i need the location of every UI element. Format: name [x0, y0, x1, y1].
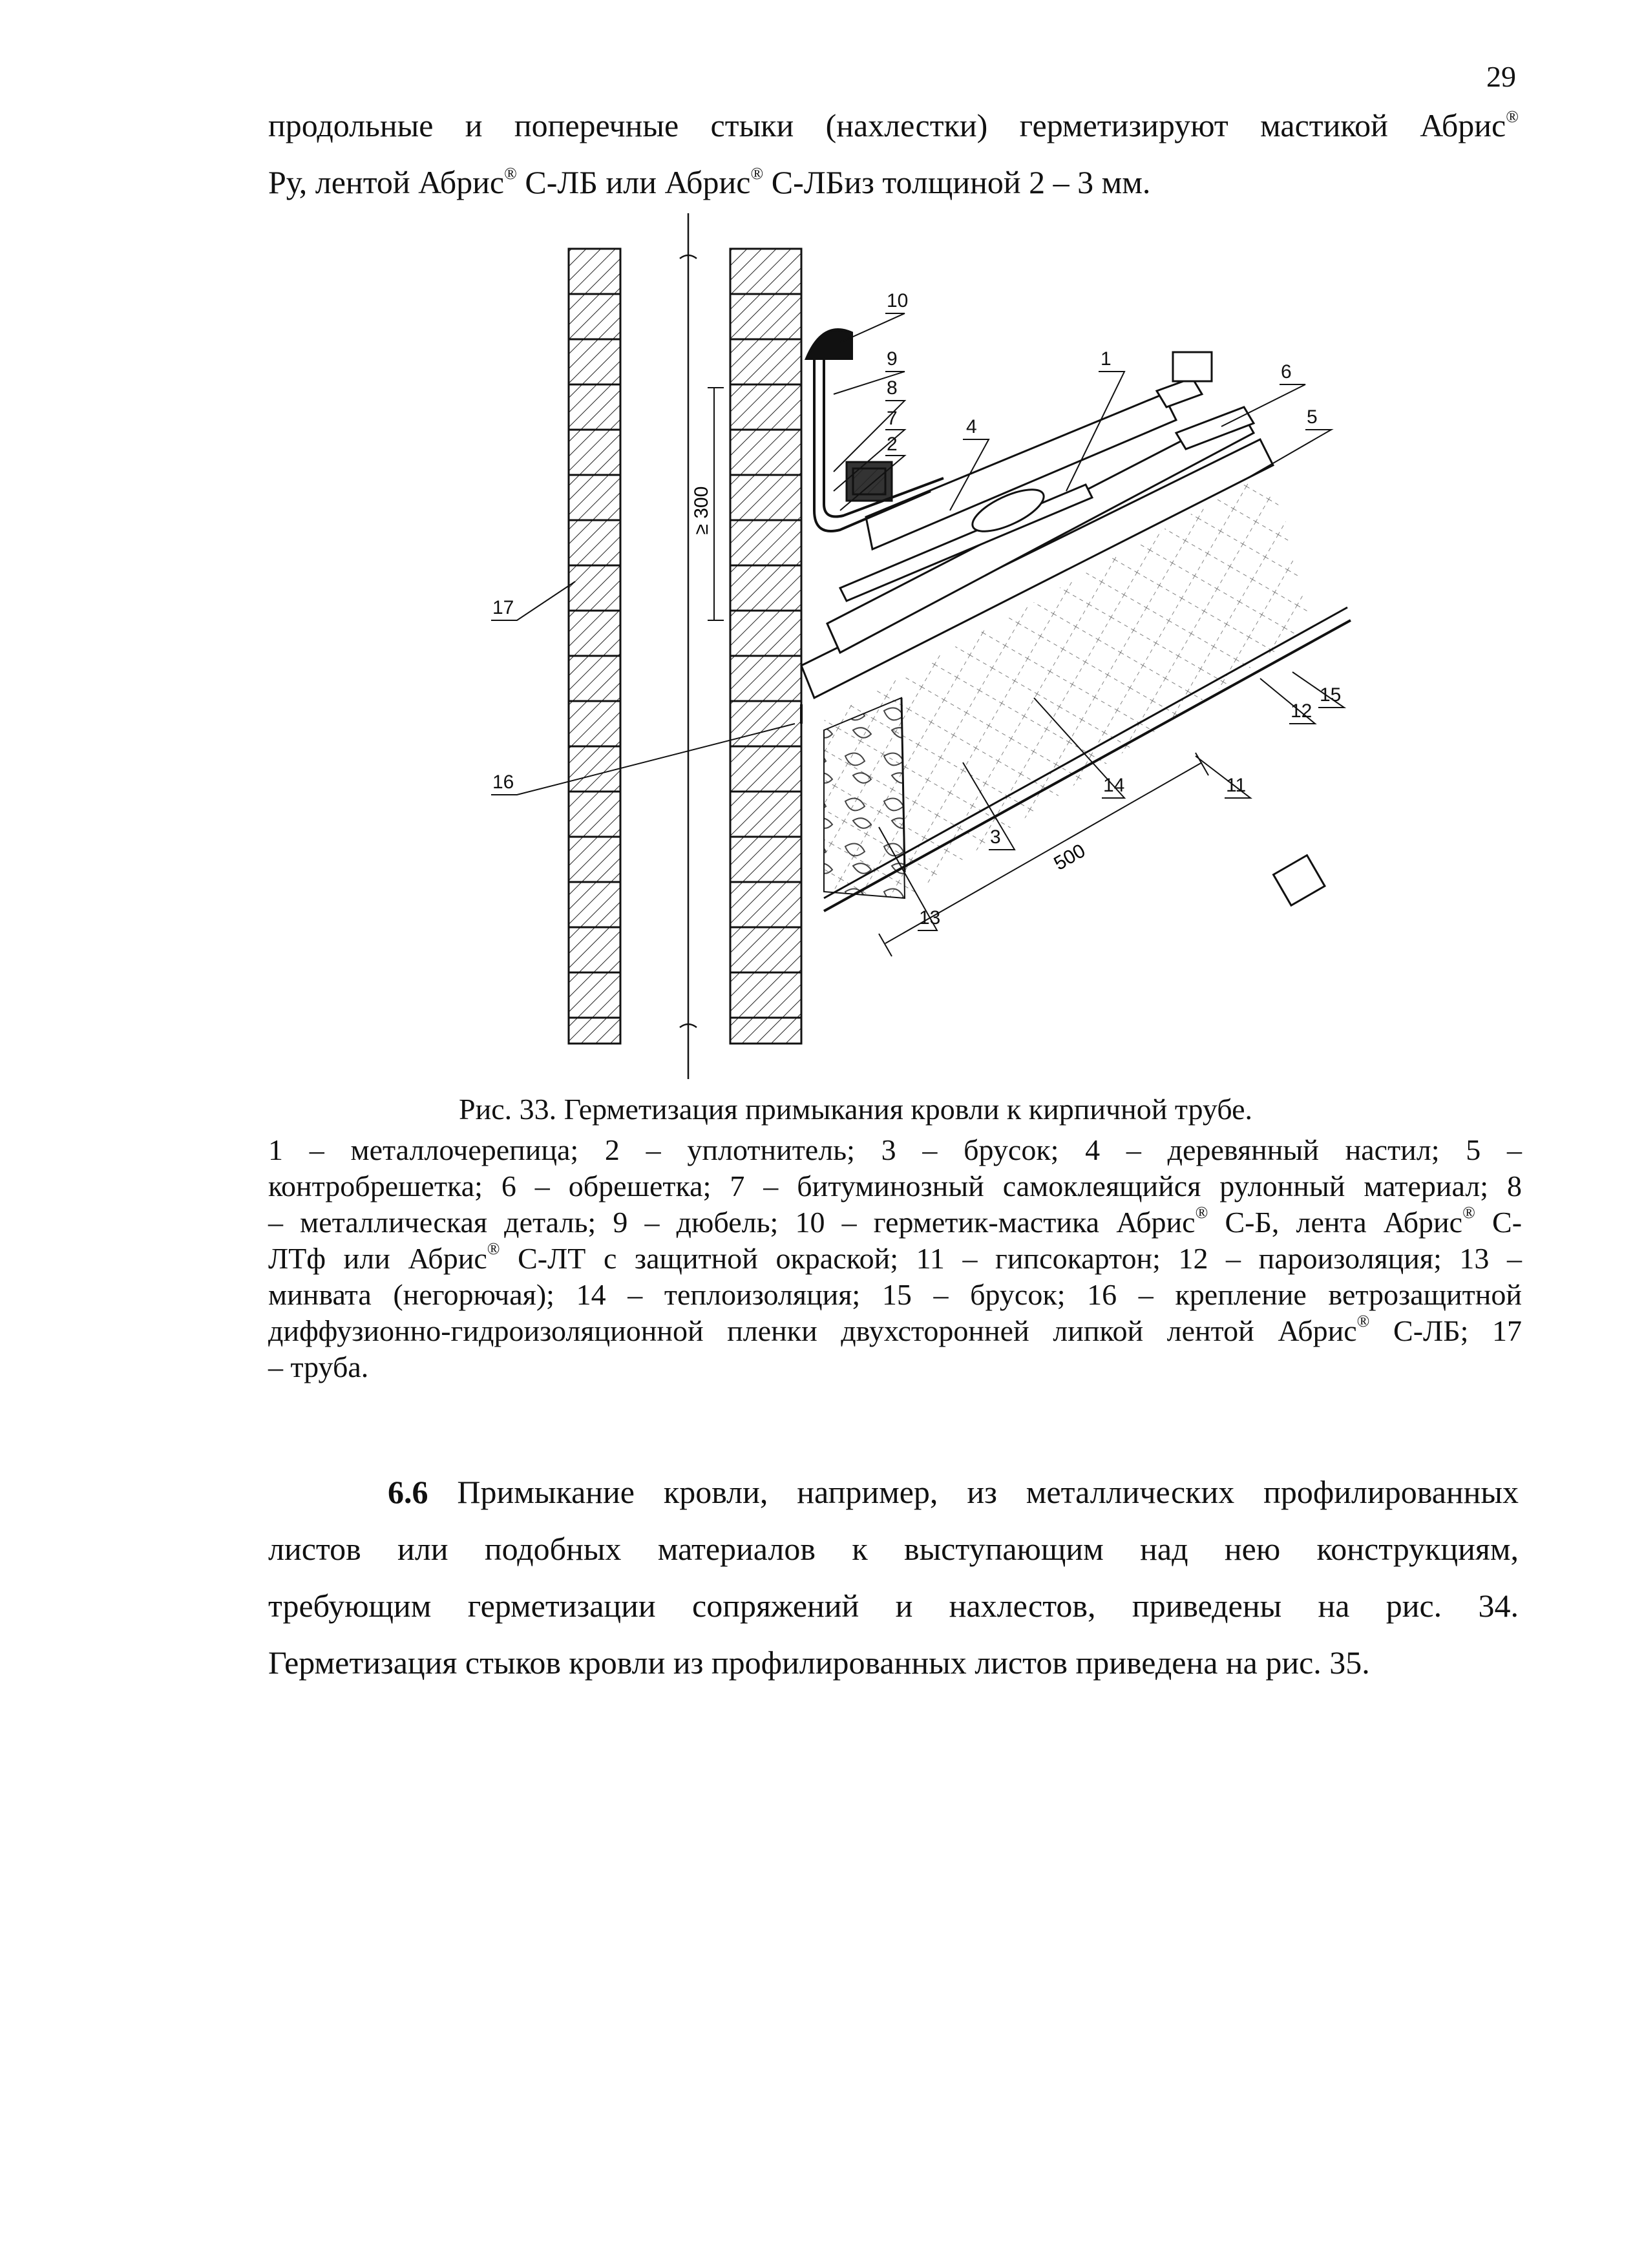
- label-11: 11: [1226, 775, 1247, 796]
- label-8: 8: [887, 377, 898, 399]
- label-5: 5: [1307, 406, 1318, 428]
- label-2: 2: [887, 434, 898, 455]
- chimney-right-wall: [730, 249, 801, 1044]
- label-17: 17: [492, 597, 514, 618]
- section-6-6: 6.6 Примыкание кровли, например, из металлических профилированных листов или подобных материалов к выступающим над нею конструкциям, требующим герметизации сопряжений и нахлестов, приведены на рис. 34. Герметизация стыков кровли из профилированных листов приведена на рис. 35.: [268, 1474, 1519, 1681]
- dimension-300: ≥ 300: [691, 486, 712, 535]
- label-12: 12: [1291, 700, 1312, 722]
- figure-legend: 1 – металлочерепица; 2 – уплотнитель; 3 – брусок; 4 – деревянный настил; 5 – контробрешетка; 6 – обрешетка; 7 – битуминозный самоклеящийся рулонный материал; 8 – металлическая деталь; 9 – дюбель; 10 – герметик-мастика Абрис® С-Б, лента Абрис® С- ЛТф или Абрис® С-ЛТ с защитной окраской; 11 – гипсокартон; 12 – пароизоляция; 13 – минвата (негорючая); 14 – теплоизоляция; 15 – брусок; 16 – крепление ветрозащитной диффузионно-гидроизоляционной пленки двухсторонней липкой лентой Абрис® С-ЛБ; 17 – труба.: [268, 1133, 1523, 1383]
- label-10: 10: [887, 290, 909, 311]
- label-9: 9: [887, 348, 898, 370]
- label-15: 15: [1320, 684, 1342, 706]
- intro-paragraph: [268, 97, 1519, 211]
- label-16: 16: [492, 772, 514, 793]
- intro-line-2: Ру, лентой Абрис® С-ЛБ или Абрис® С-ЛБиз толщиной 2 – 3 мм.: [268, 164, 1151, 200]
- intro-line-1: продольные и поперечные стыки (нахлестки) герметизируют мастикой Абрис®: [268, 107, 1519, 143]
- label-1: 1: [1101, 348, 1112, 370]
- page-number: 29: [1486, 60, 1516, 93]
- label-6: 6: [1281, 361, 1292, 383]
- dimension-500: 500: [1050, 839, 1090, 875]
- label-4: 4: [966, 416, 977, 437]
- label-3: 3: [990, 826, 1001, 848]
- section-number: 6.6: [388, 1474, 428, 1510]
- label-7: 7: [887, 408, 898, 429]
- roof-chimney-detail-drawing: [452, 207, 1396, 1086]
- chimney-left-wall: [569, 249, 620, 1044]
- label-14: 14: [1103, 775, 1125, 796]
- label-13: 13: [919, 907, 941, 929]
- chimney-flue: [680, 213, 697, 1079]
- figure-caption: Рис. 33. Герметизация примыкания кровли к кирпичной трубе.: [459, 1093, 1252, 1126]
